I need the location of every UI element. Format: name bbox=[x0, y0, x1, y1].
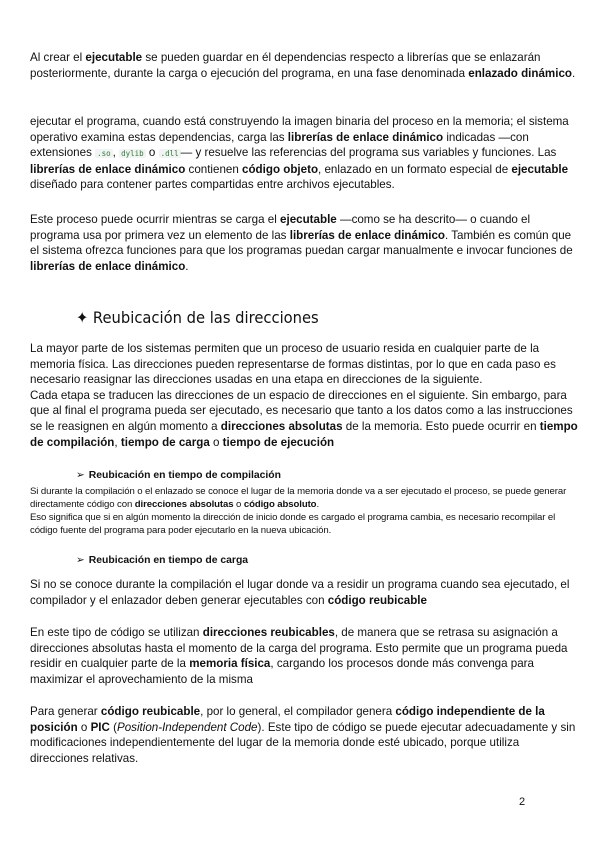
bold-term: tiempo de ejecución bbox=[222, 435, 335, 449]
bold-term: ejecutable bbox=[511, 162, 569, 176]
text: Eso significa que si en algún momento la dirección de inicio donde es cargado el programa cambia, es necesario recompilar el código fuente del programa para poder ejecutarlo en la nueva ubicación. bbox=[30, 512, 556, 536]
text: Al crear el bbox=[30, 51, 86, 64]
bold-term: código objeto bbox=[242, 162, 319, 176]
subheading-load-time bbox=[76, 554, 248, 568]
bold-term: direcciones reubicables bbox=[202, 626, 335, 639]
text: En este tipo de código se utilizan bbox=[30, 626, 203, 639]
bold-term: ejecutable bbox=[280, 213, 337, 226]
text: Si durante la compilación o el enlazado se conoce el lugar de la memoria donde va a ser ejecutado el proceso, se puede generar directamente código con bbox=[30, 486, 567, 510]
page-number: 2 bbox=[519, 796, 526, 808]
subheading-text: Reubicación en tiempo de carga bbox=[88, 555, 249, 566]
code-extension: .so bbox=[97, 149, 111, 159]
bold-term: código absoluto bbox=[243, 499, 317, 510]
bold-term: memoria física bbox=[189, 657, 271, 671]
paragraph-relocation bbox=[30, 341, 578, 450]
bold-term: tiempo de carga bbox=[120, 435, 210, 449]
text: diseñado para contener partes compartidas entre archivos ejecutables. bbox=[30, 178, 395, 192]
star-bullet-icon: ✦ bbox=[76, 308, 89, 327]
text: Si no se conoce durante la compilación el lugar donde va a residir un programa cuando sea ejecutado, el compilador y el enlazador deben generar ejecutables con bbox=[30, 578, 570, 607]
text: . bbox=[572, 66, 576, 80]
paragraph-compile-time bbox=[30, 485, 580, 537]
paragraph-pic bbox=[30, 704, 578, 766]
bold-term: librerías de enlace dinámico bbox=[30, 259, 186, 273]
text: , bbox=[114, 435, 121, 449]
text: o bbox=[209, 435, 223, 449]
bold-term: ejecutable bbox=[85, 51, 143, 64]
text: se pueden guardar en él dependencias respecto a librerías que se enlazarán posteriormente, durante la carga o ejecución del programa, en una fase denominada bbox=[30, 51, 541, 80]
code-extension: dylib bbox=[121, 149, 144, 159]
bold-term: direcciones absolutas bbox=[134, 499, 234, 510]
arrow-bullet-icon: ➢ bbox=[76, 470, 85, 481]
text: La mayor parte de los sistemas permiten que un proceso de usuario resida en cualquier parte de la memoria física. Las direcciones pueden representarse de formas distintas, por lo que en cada paso es necesario reasignar las direcciones usadas en una etapa en direcciones de la siguiente. bbox=[30, 342, 556, 387]
text: contienen bbox=[185, 162, 243, 176]
bold-term: código reubicable bbox=[100, 705, 201, 718]
bold-term: librerías de enlace dinámico bbox=[287, 130, 444, 144]
text: , por lo general, el compilador genera bbox=[200, 705, 396, 718]
bold-term: librerías de enlace dinámico bbox=[30, 162, 186, 176]
text: . bbox=[316, 499, 320, 510]
text: ( bbox=[109, 720, 117, 734]
text: ). Este tipo de código se puede ejecutar adecuadamente y sin modificaciones independientemente del lugar de la memoria donde esté ubicado, porque utiliza direcciones relativas. bbox=[30, 720, 576, 765]
bold-term: tiempo de compilación bbox=[30, 419, 578, 449]
text: o bbox=[233, 499, 244, 510]
text: de la memoria. Esto puede ocurrir en bbox=[342, 419, 540, 433]
text: o bbox=[145, 146, 159, 160]
text: — y resuelve las referencias del programa sus variables y funciones. Las bbox=[180, 146, 557, 160]
text: indicadas —con extensiones bbox=[30, 130, 529, 160]
text: Para generar bbox=[30, 705, 101, 718]
text: Cada etapa se traducen las direcciones de un espacio de direcciones en el siguiente. Sin embargo, para que al final el programa pueda ser ejecutado, es necesario que tanto a los datos como a las instrucciones se le reasignen en algún momento a bbox=[30, 388, 573, 433]
text: —como se ha descrito— o cuando el programa usa por primera vez un elemento de las bbox=[30, 213, 531, 242]
text: ejecutar el programa, cuando está construyendo la imagen binaria del proceso en la memoria; el sistema operativo examina estas dependencias, carga las bbox=[30, 115, 569, 144]
section-heading bbox=[76, 307, 319, 329]
subheading-compile-time bbox=[76, 469, 281, 483]
text: , bbox=[112, 146, 120, 160]
bold-term: código independiente de la posición bbox=[30, 705, 545, 734]
text: . También es común que el sistema ofrezca funciones para que los programas puedan cargar manualmente e invocar funciones de bbox=[30, 228, 573, 258]
paragraph-dependencies bbox=[30, 114, 578, 193]
text: , cargando los procesos donde más convenga para maximizar el aprovechamiento de la misma bbox=[30, 657, 534, 686]
paragraph-relocatable-code bbox=[30, 577, 578, 608]
arrow-bullet-icon: ➢ bbox=[76, 555, 85, 566]
bold-term: enlazado dinámico bbox=[468, 66, 572, 80]
paragraph-relocatable-addresses bbox=[30, 625, 578, 687]
bold-term: librerías de enlace dinámico bbox=[289, 228, 446, 242]
text: Este proceso puede ocurrir mientras se carga el bbox=[30, 213, 281, 226]
bold-term: código reubicable bbox=[327, 593, 427, 607]
bold-term: PIC bbox=[90, 720, 110, 734]
text: . bbox=[185, 259, 189, 273]
section-heading-text: Reubicación de las direcciones bbox=[92, 308, 319, 327]
text: o bbox=[77, 720, 91, 734]
italic-term: Position-Independent Code bbox=[116, 720, 258, 734]
bold-term: direcciones absolutas bbox=[220, 419, 343, 433]
subheading-text: Reubicación en tiempo de compilación bbox=[88, 470, 281, 481]
code-extension: .dll bbox=[160, 149, 179, 159]
paragraph-load-time bbox=[30, 212, 578, 274]
paragraph-dynamic-linking bbox=[30, 50, 578, 81]
text: , enlazado en un formato especial de bbox=[318, 162, 512, 176]
text: , de manera que se retrasa su asignación a direcciones absolutas hasta el momento de la carga del programa. Esto permite que un programa pueda residir en cualquier parte de la bbox=[30, 626, 568, 671]
